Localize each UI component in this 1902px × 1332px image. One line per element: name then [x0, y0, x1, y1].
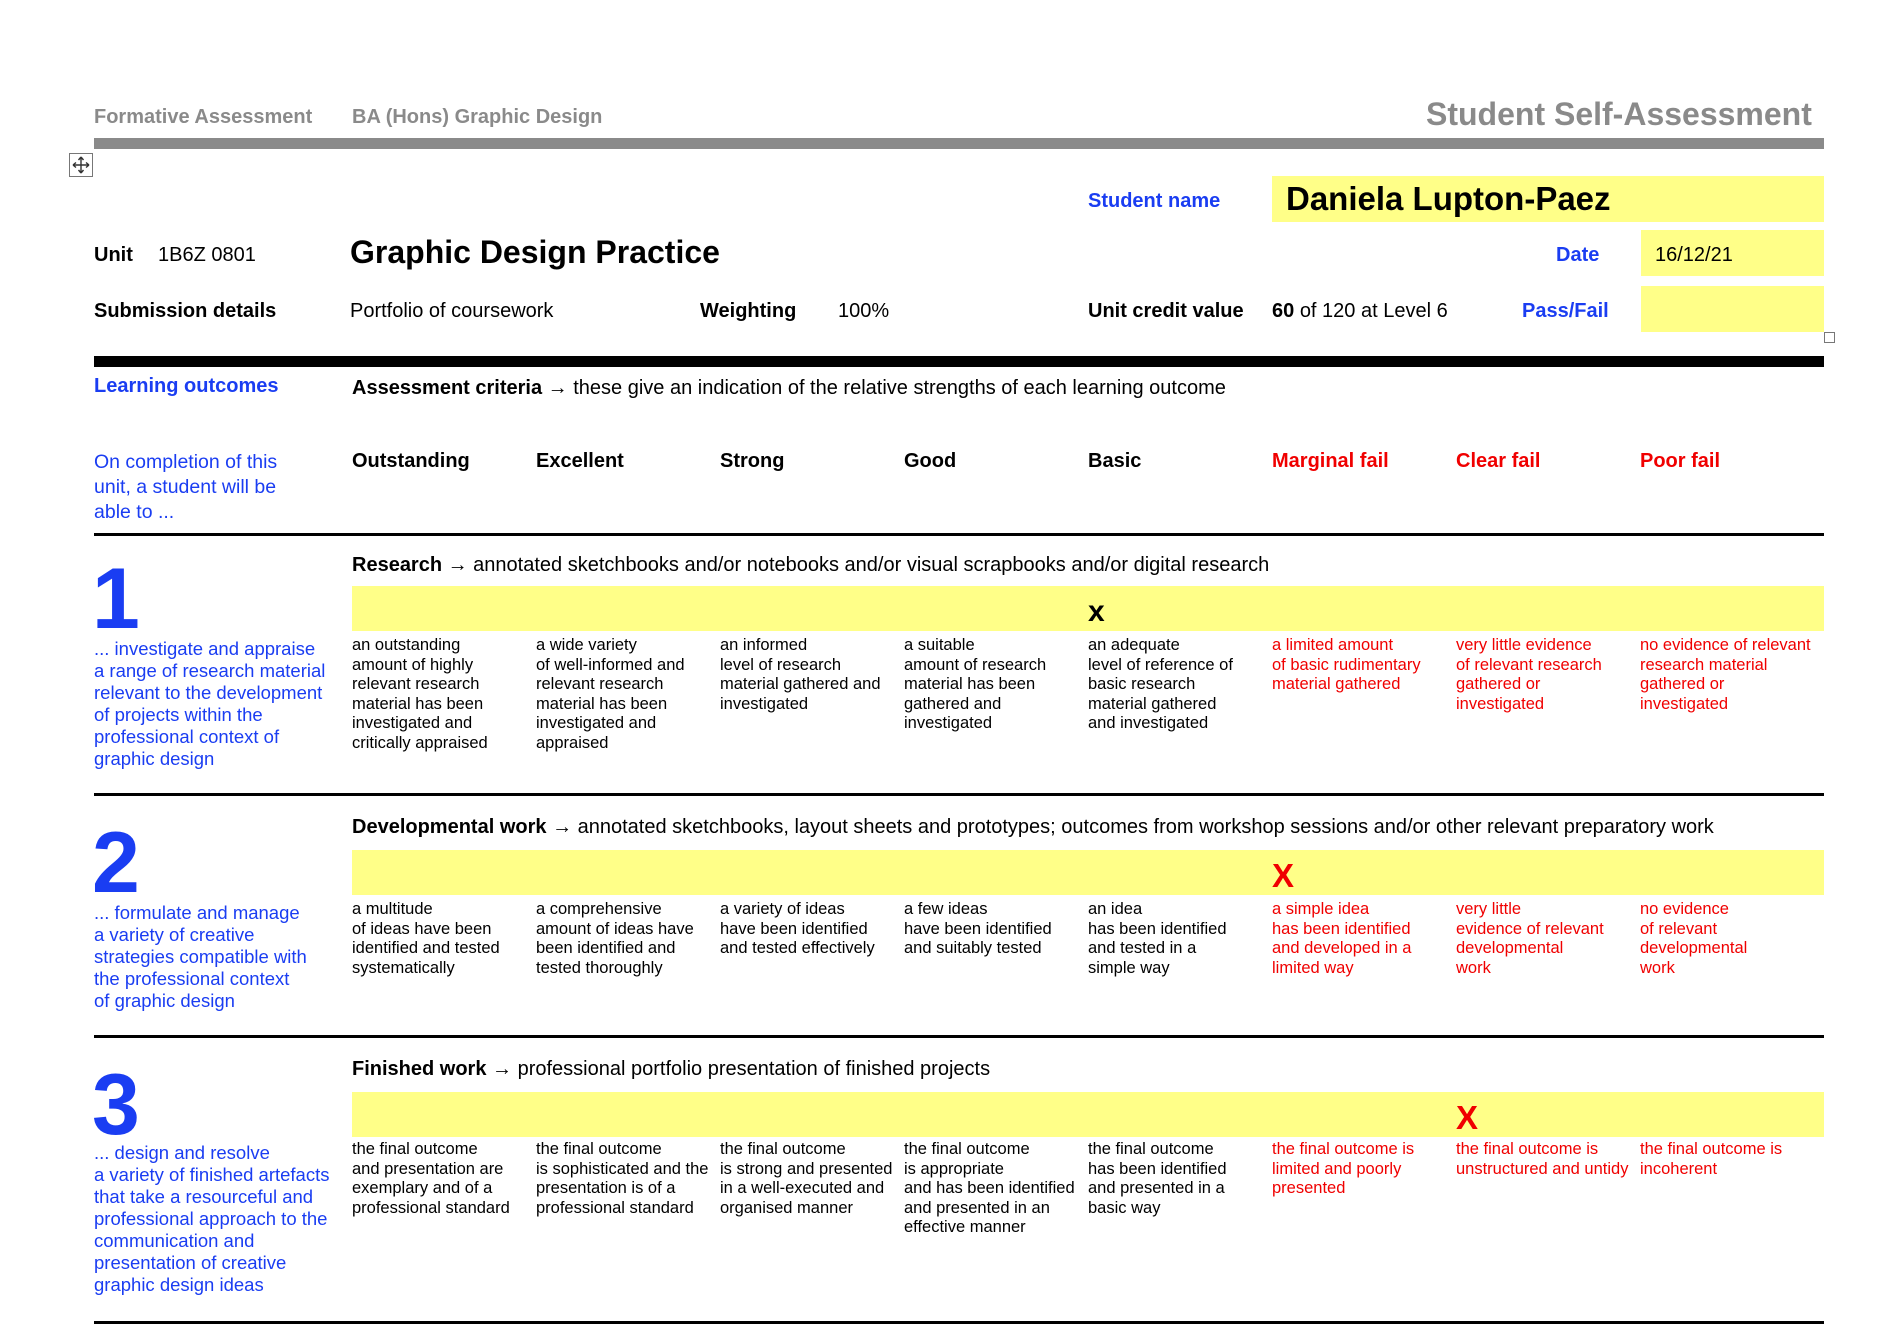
date-label: Date	[1556, 244, 1600, 266]
grade-header-basic: Basic	[1088, 450, 1142, 472]
formative-label: Formative Assessment	[94, 106, 313, 128]
document-title: Student Self-Assessment	[1426, 96, 1812, 132]
weighting-label: Weighting	[700, 300, 797, 322]
grade-selection-bar-2[interactable]	[352, 850, 1824, 895]
row-rule-1	[94, 793, 1824, 796]
grade-mark-2: X	[1272, 857, 1295, 894]
table-move-icon[interactable]	[69, 153, 93, 177]
grade-mark-1: x	[1088, 595, 1105, 628]
criterion-2-2: a comprehensive amount of ideas have been identified and tested thoroughly	[536, 900, 694, 977]
criterion-3-1: the final outcome and presentation are exemplary and of a professional standard	[352, 1140, 510, 1217]
row-rule-2	[94, 1035, 1824, 1038]
passfail-label: Pass/Fail	[1522, 300, 1609, 322]
row-rule-3	[94, 1321, 1824, 1324]
header-rule	[94, 138, 1824, 149]
date-field[interactable]	[1641, 230, 1824, 276]
criterion-1-5: an adequate level of reference of basic research material gathered and investigated	[1088, 636, 1233, 732]
credit-label: Unit credit value	[1088, 300, 1244, 322]
criterion-2-6: a simple idea has been identified and developed in a limited way	[1272, 900, 1412, 977]
submission-label: Submission details	[94, 300, 277, 322]
section-evidence-1: → annotated sketchbooks and/or notebooks and/or visual scrapbooks and/or digital research	[447, 554, 1270, 576]
criterion-3-2: the final outcome is sophisticated and the presentation is of a professional standard	[536, 1140, 709, 1217]
criterion-3-8: the final outcome is incoherent	[1640, 1140, 1783, 1178]
assessment-criteria-heading	[352, 377, 1226, 400]
table-top-rule	[94, 356, 1824, 367]
grade-header-marginal-fail: Marginal fail	[1272, 450, 1389, 472]
course-label: BA (Hons) Graphic Design	[352, 106, 603, 128]
credit-value	[1272, 300, 1448, 323]
student-name-field[interactable]	[1272, 176, 1824, 222]
grade-selection-bar-3[interactable]	[352, 1092, 1824, 1137]
criterion-3-5: the final outcome has been identified and presented in a basic way	[1088, 1140, 1227, 1217]
criterion-2-8: no evidence of relevant developmental work	[1640, 900, 1748, 977]
section-evidence-2: → annotated sketchbooks, layout sheets and prototypes; outcomes from workshop sessions and/or other relevant preparatory work	[552, 816, 1714, 838]
outcomes-intro: On completion of this unit, a student will be able to ...	[94, 451, 278, 523]
outcome-description-2: ... formulate and manage a variety of creative strategies compatible with the professional context of graphic design	[94, 902, 307, 1011]
grade-header-excellent: Excellent	[536, 450, 624, 472]
credit-detail: of 120 at Level 6	[1299, 300, 1448, 322]
criterion-1-6: a limited amount of basic rudimentary material gathered	[1272, 636, 1421, 693]
unit-label: Unit	[94, 244, 133, 266]
criterion-3-4: the final outcome is appropriate and has been identified and presented in an effective manner	[904, 1140, 1075, 1236]
section-title-2: Developmental work	[352, 816, 547, 838]
grade-header-poor-fail: Poor fail	[1640, 450, 1721, 472]
outcome-description-1: ... investigate and appraise a range of research material relevant to the development of projects within the professional context of graphic design	[94, 638, 326, 769]
grade-header-clear-fail: Clear fail	[1456, 450, 1541, 472]
date-value: 16/12/21	[1655, 244, 1733, 266]
criterion-2-1: a multitude of ideas have been identified and tested systematically	[352, 900, 500, 977]
unit-code: 1B6Z 0801	[158, 244, 256, 266]
section-heading-2	[352, 816, 1714, 839]
criterion-1-7: very little evidence of relevant research gathered or investigated	[1456, 636, 1602, 713]
student-name-label: Student name	[1088, 190, 1221, 212]
criterion-1-8: no evidence of relevant research material gathered or investigated	[1640, 636, 1811, 713]
criterion-2-3: a variety of ideas have been identified and tested effectively	[720, 900, 875, 957]
grade-header-good: Good	[904, 450, 957, 472]
outcome-number-2: 2	[92, 815, 140, 911]
section-heading-1	[352, 554, 1269, 577]
section-title-1: Research	[352, 554, 443, 576]
criterion-1-2: a wide variety of well-informed and relevant research material has been investigated and appraised	[536, 636, 685, 752]
criterion-3-7: the final outcome is unstructured and untidy	[1456, 1140, 1629, 1178]
resize-handle-icon[interactable]	[1824, 332, 1835, 343]
criterion-1-4: a suitable amount of research material has been gathered and investigated	[904, 636, 1047, 732]
assessment-criteria-note: → these give an indication of the relative strengths of each learning outcome	[547, 377, 1226, 399]
grade-header-strong: Strong	[720, 450, 785, 472]
learning-outcomes-label: Learning outcomes	[94, 375, 279, 397]
criterion-2-4: a few ideas have been identified and suitably tested	[904, 900, 1052, 957]
section-evidence-3: → professional portfolio presentation of finished projects	[492, 1058, 991, 1080]
submission-value: Portfolio of coursework	[350, 300, 554, 322]
student-name-value: Daniela Lupton-Paez	[1286, 180, 1611, 217]
passfail-field[interactable]	[1641, 286, 1824, 332]
criterion-1-3: an informed level of research material gathered and investigated	[720, 636, 881, 713]
assessment-criteria-label: Assessment criteria	[352, 377, 543, 399]
outcome-number-3: 3	[92, 1057, 140, 1153]
criterion-2-7: very little evidence of relevant developmental work	[1456, 900, 1604, 977]
criterion-3-3: the final outcome is strong and presented in a well-executed and organised manner	[720, 1140, 893, 1217]
grade-mark-3: X	[1456, 1099, 1479, 1136]
unit-title: Graphic Design Practice	[350, 234, 720, 270]
outcome-number-1: 1	[92, 551, 140, 647]
criterion-3-6: the final outcome is limited and poorly presented	[1272, 1140, 1415, 1197]
section-heading-3	[352, 1058, 990, 1081]
grade-header-outstanding: Outstanding	[352, 450, 470, 472]
criterion-1-1: an outstanding amount of highly relevant research material has been investigated and critically appraised	[352, 636, 488, 752]
row-rule-0	[94, 533, 1824, 536]
criterion-2-5: an idea has been identified and tested in a simple way	[1088, 900, 1227, 977]
outcome-description-3: ... design and resolve a variety of finished artefacts that take a resourceful and professional approach to the communication and presentation of creative graphic design ideas	[94, 1142, 330, 1295]
credit-number: 60	[1272, 300, 1295, 322]
section-title-3: Finished work	[352, 1058, 487, 1080]
weighting-value: 100%	[838, 300, 890, 322]
